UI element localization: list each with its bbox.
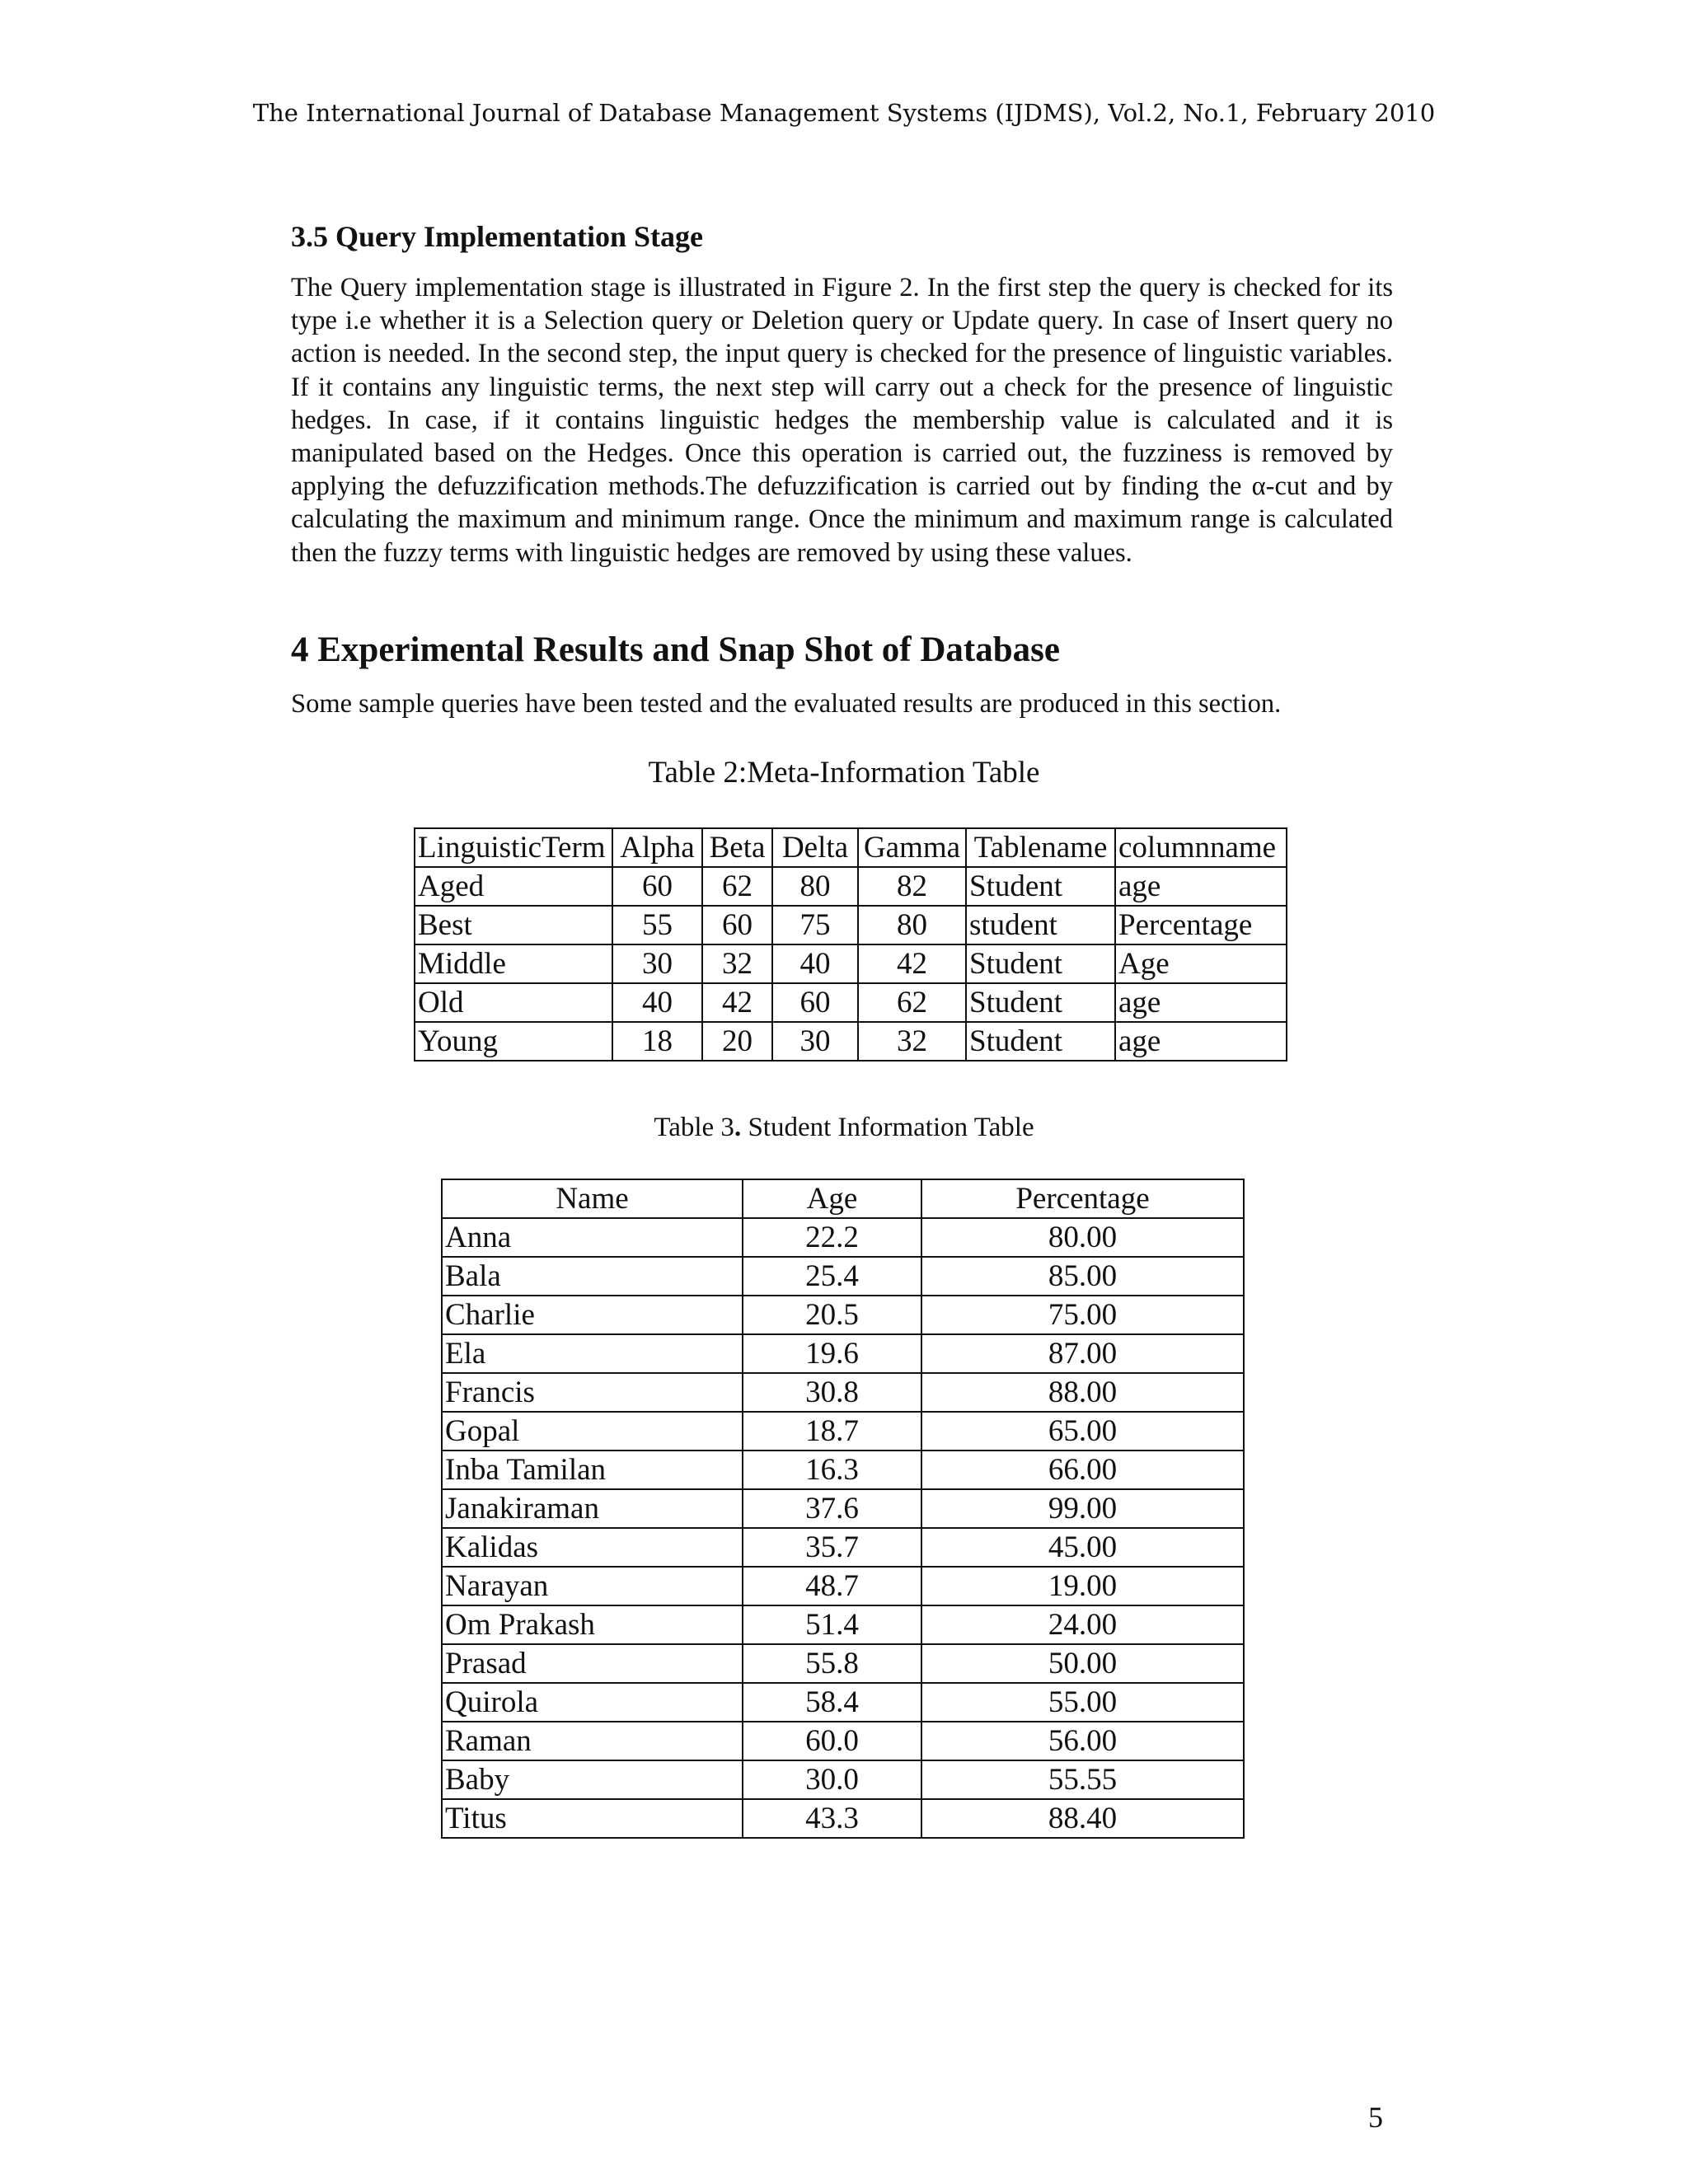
table-row: [415, 944, 1287, 983]
table-cell: 20.5: [743, 1296, 921, 1334]
table-cell: 62: [702, 867, 772, 906]
table-cell: 80.00: [921, 1218, 1244, 1257]
table-row: [442, 1644, 1244, 1683]
table-cell: 30: [612, 944, 702, 983]
table-cell: Student: [966, 983, 1115, 1022]
table-cell: Ela: [442, 1334, 743, 1373]
header-cell: Age: [743, 1179, 921, 1218]
table-row: [442, 1451, 1244, 1489]
table-cell: 30: [772, 1022, 858, 1061]
page-number: 5: [1368, 2101, 1383, 2134]
table-cell: Quirola: [442, 1683, 743, 1722]
student-information-table: [441, 1179, 1245, 1839]
table3-caption-text: Student Information Table: [741, 1113, 1034, 1142]
table-row: [442, 1567, 1244, 1605]
header-cell: LinguisticTerm: [415, 828, 612, 867]
table2-caption: Table 2:Meta-Information Table: [648, 756, 1040, 790]
table-cell: Middle: [415, 944, 612, 983]
table-cell: 42: [858, 944, 966, 983]
table-cell: Old: [415, 983, 612, 1022]
header-cell: Alpha: [612, 828, 702, 867]
table-cell: 80: [858, 906, 966, 944]
table-row: [442, 1257, 1244, 1296]
table-cell: 16.3: [743, 1451, 921, 1489]
table-cell: 25.4: [743, 1257, 921, 1296]
table-cell: 40: [772, 944, 858, 983]
table-cell: 32: [702, 944, 772, 983]
table-row: [442, 1489, 1244, 1528]
table3-caption: [0, 1113, 1688, 1143]
table-cell: 60: [612, 867, 702, 906]
table-cell: age: [1115, 867, 1287, 906]
table-cell: 60: [702, 906, 772, 944]
header-cell: Delta: [772, 828, 858, 867]
table-row: [415, 906, 1287, 944]
table-row: [442, 1722, 1244, 1760]
table-cell: 65.00: [921, 1412, 1244, 1451]
table-cell: Student: [966, 944, 1115, 983]
table-cell: Baby: [442, 1760, 743, 1799]
table-cell: 56.00: [921, 1722, 1244, 1760]
meta-information-table: [414, 827, 1287, 1062]
header-cell: Name: [442, 1179, 743, 1218]
table-row: [415, 867, 1287, 906]
table-cell: Titus: [442, 1799, 743, 1838]
table-row: [442, 1296, 1244, 1334]
table-cell: Francis: [442, 1373, 743, 1412]
header-cell: Tablename: [966, 828, 1115, 867]
table-cell: Student: [966, 1022, 1115, 1061]
table-cell: age: [1115, 983, 1287, 1022]
table-cell: Young: [415, 1022, 612, 1061]
table-cell: 42: [702, 983, 772, 1022]
table-row: [442, 1218, 1244, 1257]
table-cell: 99.00: [921, 1489, 1244, 1528]
running-header: The International Journal of Database Management Systems (IJDMS), Vol.2, No.1, February 2010: [252, 99, 1436, 127]
table-cell: 60: [772, 983, 858, 1022]
header-cell: Beta: [702, 828, 772, 867]
table-row: [415, 1022, 1287, 1061]
table-cell: 50.00: [921, 1644, 1244, 1683]
table-row: [415, 983, 1287, 1022]
intro-paragraph: Some sample queries have been tested and the evaluated results are produced in this section.: [291, 689, 1282, 719]
table-cell: 62: [858, 983, 966, 1022]
table-cell: 40: [612, 983, 702, 1022]
table-row: [442, 1605, 1244, 1644]
table-cell: Kalidas: [442, 1528, 743, 1567]
table-cell: 55.00: [921, 1683, 1244, 1722]
table-row: [442, 1334, 1244, 1373]
table-row: [442, 1799, 1244, 1838]
table-cell: 60.0: [743, 1722, 921, 1760]
table3-caption-dot: .: [734, 1113, 742, 1142]
table-cell: 51.4: [743, 1605, 921, 1644]
table-cell: Anna: [442, 1218, 743, 1257]
table-row: [442, 1528, 1244, 1567]
table-cell: 18.7: [743, 1412, 921, 1451]
section-heading: 3.5 Query Implementation Stage: [291, 220, 703, 253]
table-row: [442, 1412, 1244, 1451]
table-cell: Janakiraman: [442, 1489, 743, 1528]
table-cell: 55: [612, 906, 702, 944]
table-cell: 32: [858, 1022, 966, 1061]
table-cell: 37.6: [743, 1489, 921, 1528]
body-paragraph: The Query implementation stage is illustrated in Figure 2. In the first step the query is checked for its type i.e whether it is a Selection query or Deletion query or Update query. In case of Insert query no action is needed. In the second step, the input query is checked for the presence of linguistic variables. If it contains any linguistic terms, the next step will carry out a check for the presence of linguistic hedges. In case, if it contains linguistic hedges the membership value is calculated and it is manipulated based on the Hedges. Once this operation is carried out, the fuzziness is removed by applying the defuzzification methods.The defuzzification is carried out by finding the α-cut and by calculating the maximum and minimum range. Once the minimum and maximum range is calculated then the fuzzy terms with linguistic hedges are removed by using these values.: [291, 273, 1393, 568]
table-cell: 75.00: [921, 1296, 1244, 1334]
table-cell: 85.00: [921, 1257, 1244, 1296]
header-cell: Percentage: [921, 1179, 1244, 1218]
table-cell: Om Prakash: [442, 1605, 743, 1644]
table-cell: 19.00: [921, 1567, 1244, 1605]
table-cell: student: [966, 906, 1115, 944]
table-cell: 87.00: [921, 1334, 1244, 1373]
table-row: [442, 1373, 1244, 1412]
table-cell: 18: [612, 1022, 702, 1061]
table-cell: Gopal: [442, 1412, 743, 1451]
table-row: [442, 1683, 1244, 1722]
table-cell: 30.0: [743, 1760, 921, 1799]
table-cell: 58.4: [743, 1683, 921, 1722]
table-cell: Inba Tamilan: [442, 1451, 743, 1489]
table-cell: Age: [1115, 944, 1287, 983]
table-cell: 48.7: [743, 1567, 921, 1605]
table-cell: Charlie: [442, 1296, 743, 1334]
table-cell: 43.3: [743, 1799, 921, 1838]
table-cell: 80: [772, 867, 858, 906]
table-cell: 66.00: [921, 1451, 1244, 1489]
table-cell: Narayan: [442, 1567, 743, 1605]
table-cell: 55.8: [743, 1644, 921, 1683]
header-cell: Gamma: [858, 828, 966, 867]
table-cell: 24.00: [921, 1605, 1244, 1644]
table-cell: age: [1115, 1022, 1287, 1061]
table3-caption-prefix: Table 3: [654, 1113, 734, 1142]
table-header-row: [415, 828, 1287, 867]
table-header-row: [442, 1179, 1244, 1218]
table-cell: 20: [702, 1022, 772, 1061]
table-cell: 82: [858, 867, 966, 906]
table-cell: 35.7: [743, 1528, 921, 1567]
table-cell: 45.00: [921, 1528, 1244, 1567]
table-cell: Bala: [442, 1257, 743, 1296]
table-cell: 22.2: [743, 1218, 921, 1257]
table-cell: 55.55: [921, 1760, 1244, 1799]
chapter-heading: 4 Experimental Results and Snap Shot of Database: [291, 630, 1060, 669]
table-cell: 88.40: [921, 1799, 1244, 1838]
table-cell: Percentage: [1115, 906, 1287, 944]
table-cell: Prasad: [442, 1644, 743, 1683]
table-cell: 88.00: [921, 1373, 1244, 1412]
table-cell: 19.6: [743, 1334, 921, 1373]
table-cell: Raman: [442, 1722, 743, 1760]
table-cell: Student: [966, 867, 1115, 906]
table-cell: 30.8: [743, 1373, 921, 1412]
table-cell: Best: [415, 906, 612, 944]
header-cell: columnname: [1115, 828, 1287, 867]
table-row: [442, 1760, 1244, 1799]
table-cell: 75: [772, 906, 858, 944]
table-cell: Aged: [415, 867, 612, 906]
